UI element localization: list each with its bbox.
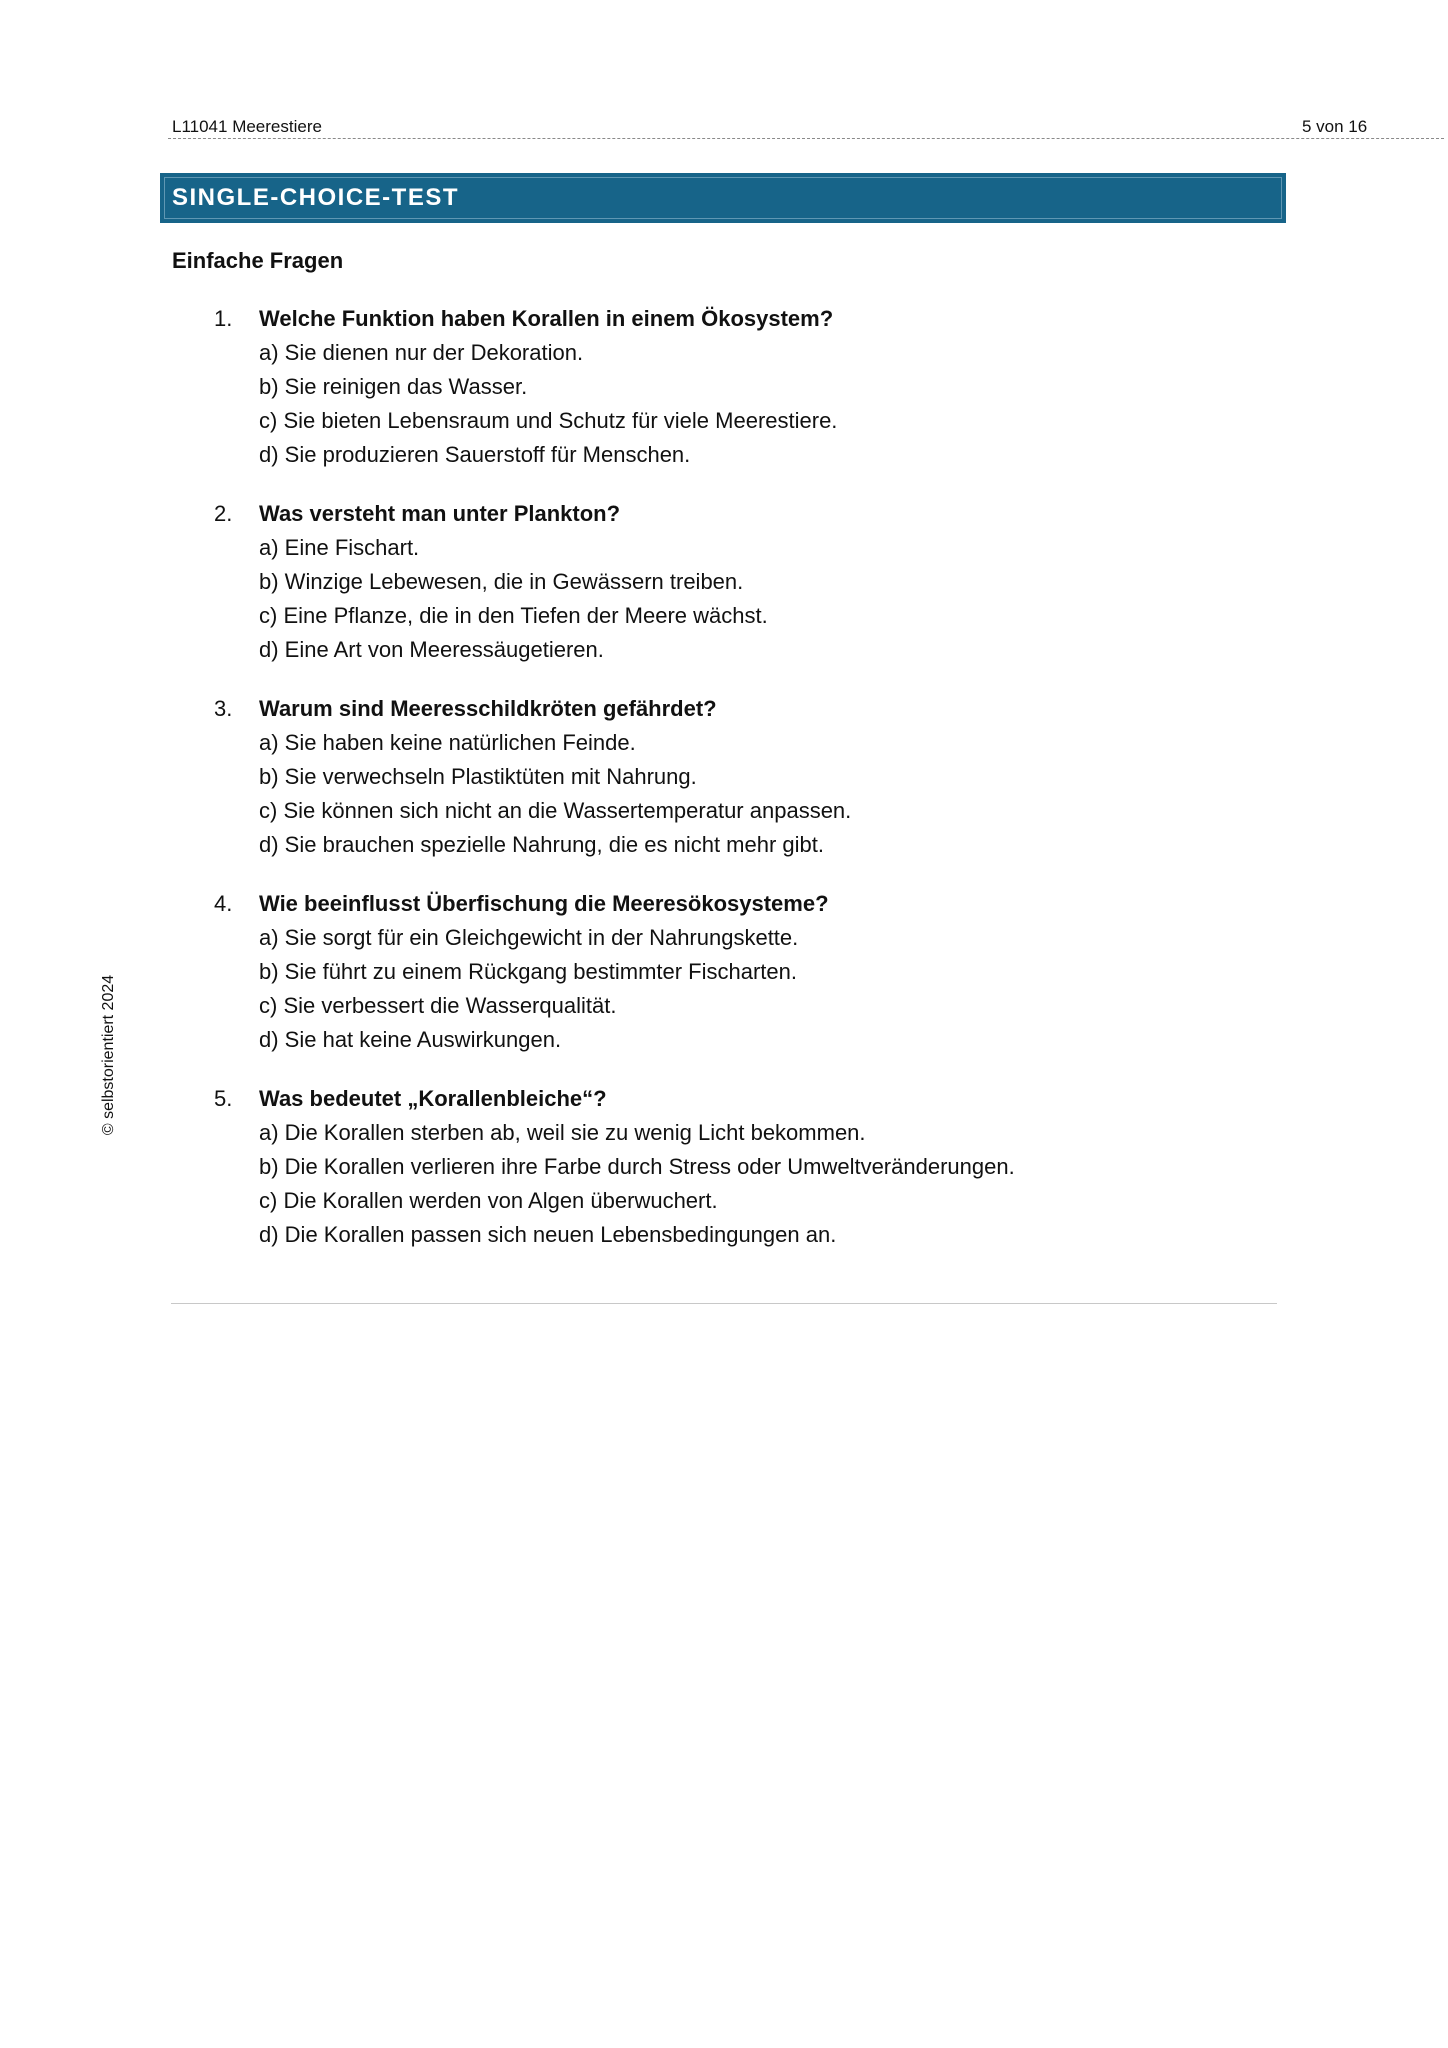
question-list bbox=[214, 302, 1314, 1277]
answer-option-b: b) Die Korallen verlieren ihre Farbe durch Stress oder Umweltveränderungen. bbox=[259, 1154, 1015, 1179]
answer-option-b: b) Sie verwechseln Plastiktüten mit Nahrung. bbox=[259, 764, 697, 789]
subtitle: Einfache Fragen bbox=[172, 248, 344, 273]
page-number: 5 von 16 bbox=[1302, 117, 1368, 136]
answer-option-b: b) Sie führt zu einem Rückgang bestimmter Fischarten. bbox=[259, 959, 798, 984]
question-text: Welche Funktion haben Korallen in einem Ökosystem? bbox=[259, 306, 834, 331]
question-number: 3. bbox=[214, 696, 233, 721]
question-number: 5. bbox=[214, 1086, 233, 1111]
section-banner bbox=[160, 173, 1286, 223]
answer-option-c: c) Sie verbessert die Wasserqualität. bbox=[259, 993, 617, 1018]
answer-option-a: a) Sie haben keine natürlichen Feinde. bbox=[259, 730, 636, 755]
answer-option-b: b) Sie reinigen das Wasser. bbox=[259, 374, 528, 399]
section-title: SINGLE-CHOICE-TEST bbox=[172, 184, 460, 211]
answer-option-d: d) Sie hat keine Auswirkungen. bbox=[259, 1027, 562, 1052]
question-text: Was versteht man unter Plankton? bbox=[259, 501, 621, 526]
answer-option-c: c) Die Korallen werden von Algen überwuchert. bbox=[259, 1188, 718, 1213]
question-text: Wie beeinflusst Überfischung die Meeresökosysteme? bbox=[259, 891, 829, 916]
question-text: Was bedeutet „Korallenbleiche“? bbox=[259, 1086, 607, 1111]
answer-option-c: c) Eine Pflanze, die in den Tiefen der Meere wächst. bbox=[259, 603, 768, 628]
answer-option-d: d) Sie brauchen spezielle Nahrung, die es nicht mehr gibt. bbox=[259, 832, 824, 857]
answer-option-d: d) Sie produzieren Sauerstoff für Menschen. bbox=[259, 442, 691, 467]
answer-option-a: a) Sie dienen nur der Dekoration. bbox=[259, 340, 584, 365]
copyright-notice: © selbstorientiert 2024 bbox=[100, 974, 117, 1136]
answer-option-d: d) Die Korallen passen sich neuen Lebensbedingungen an. bbox=[259, 1222, 837, 1247]
page-header bbox=[168, 112, 1444, 139]
question-text: Warum sind Meeresschildkröten gefährdet? bbox=[259, 696, 717, 721]
question-5 bbox=[214, 1082, 1314, 1252]
answer-option-b: b) Winzige Lebewesen, die in Gewässern treiben. bbox=[259, 569, 744, 594]
answer-option-a: a) Eine Fischart. bbox=[259, 535, 420, 560]
answer-option-c: c) Sie können sich nicht an die Wassertemperatur anpassen. bbox=[259, 798, 852, 823]
question-number: 4. bbox=[214, 891, 233, 916]
question-4 bbox=[214, 887, 1314, 1057]
answer-option-c: c) Sie bieten Lebensraum und Schutz für viele Meerestiere. bbox=[259, 408, 838, 433]
answer-option-a: a) Die Korallen sterben ab, weil sie zu wenig Licht bekommen. bbox=[259, 1120, 866, 1145]
question-2 bbox=[214, 497, 1314, 667]
question-3 bbox=[214, 692, 1314, 862]
document-id: L11041 Meerestiere bbox=[172, 117, 322, 136]
section-divider bbox=[171, 1303, 1277, 1304]
question-number: 2. bbox=[214, 501, 233, 526]
answer-option-d: d) Eine Art von Meeressäugetieren. bbox=[259, 637, 604, 662]
answer-option-a: a) Sie sorgt für ein Gleichgewicht in der Nahrungskette. bbox=[259, 925, 799, 950]
question-number: 1. bbox=[214, 306, 233, 331]
question-1 bbox=[214, 302, 1314, 472]
